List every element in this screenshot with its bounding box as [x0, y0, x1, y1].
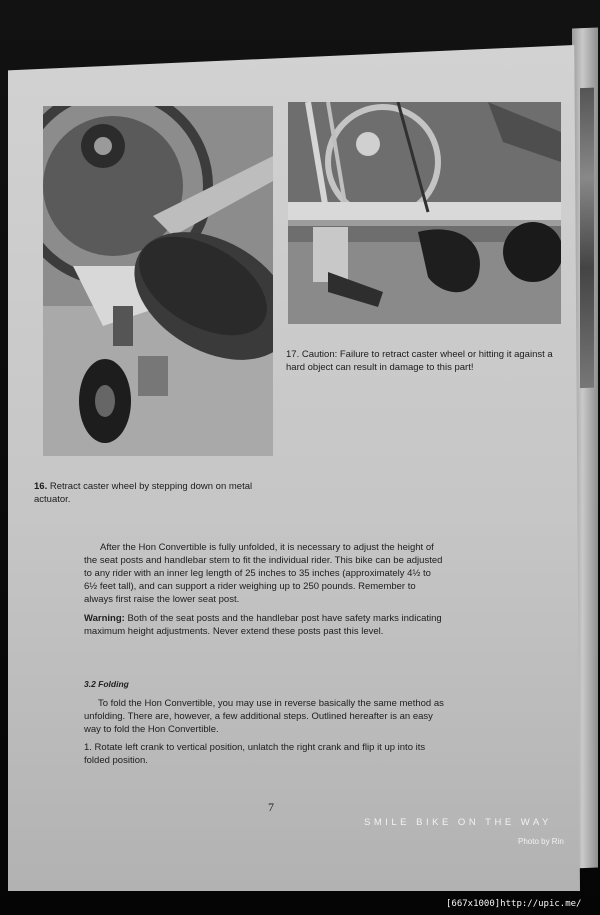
caption-figure-16 [34, 480, 274, 506]
warning-text: Both of the seat posts and the handlebar post have safety marks indicating maximum height adjustments. Never extend these posts past this level. [84, 613, 442, 637]
caption-number: 17. [286, 349, 300, 360]
caption-number: 16. [34, 481, 48, 492]
caption-text: Caution: Failure to retract caster wheel or hitting it against a hard object can result in damage to this part! [286, 349, 553, 373]
paragraph-warning [84, 612, 446, 638]
warning-label: Warning: [84, 613, 125, 624]
adjacent-page-photo [580, 88, 594, 388]
photo-caster-wheel-actuator [43, 106, 273, 456]
step-1: 1. Rotate left crank to vertical position, unlatch the right crank and flip it up into its folded position. [84, 742, 426, 766]
page-number: 7 [268, 800, 274, 814]
watermark-title: SMILE BIKE ON THE WAY [364, 817, 552, 828]
photo-frame-underside [288, 102, 561, 324]
caption-figure-17 [286, 348, 564, 374]
paragraph-adjustment: After the Hon Convertible is fully unfolded, it is necessary to adjust the height of the seat posts and handlebar stem to fit the individual rider. This bike can be adjusted to any rider with an inner leg length of 25 inches to 35 inches (approximately 4½ to 6½ feet tall), and can support a rider weighing up to 250 pounds. Remember to always first raise the lower seat post. [84, 542, 443, 605]
paragraph-folding: To fold the Hon Convertible, you may use in reverse basically the same method as unfolding. There are, however, a few additional steps. Outlined hereafter is an easy way to fold the Hon Convertible. [84, 698, 444, 735]
watermark-credit: Photo by Rin [518, 837, 564, 846]
section-heading: 3.2 Folding [84, 679, 129, 689]
image-host-link[interactable]: [667x1000]http://upic.me/ [446, 899, 582, 909]
caption-text: Retract caster wheel by stepping down on metal actuator. [34, 481, 253, 505]
